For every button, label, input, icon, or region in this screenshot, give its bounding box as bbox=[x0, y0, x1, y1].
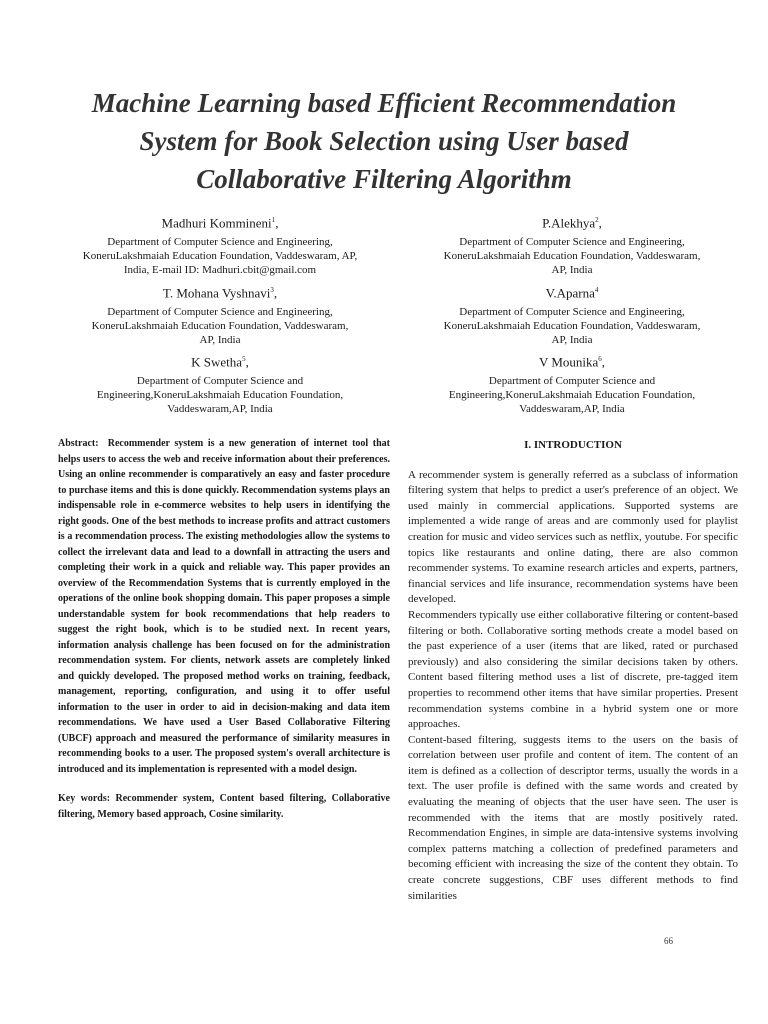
author-affiliation-line: AP, India bbox=[551, 264, 593, 277]
author-affiliation-line: Department of Computer Science and bbox=[136, 375, 304, 388]
paper-title bbox=[40, 84, 728, 198]
abstract-label: Abstract: bbox=[58, 438, 99, 449]
author-name: V Mounika$^6$, bbox=[538, 354, 606, 370]
author-affiliation-line: KoneruLakshmaiah Education Foundation, Vaddeswaram, AP, bbox=[82, 250, 358, 263]
author-name: P.Alekhya$^2$, bbox=[542, 215, 602, 231]
author-affiliation-line: Department of Computer Science and Engineering, bbox=[459, 306, 685, 319]
author-name: Madhuri Kommineni$^1$, bbox=[161, 215, 279, 231]
intro-paragraph: Recommenders typically use either collaborative filtering or content-based filtering or both. Collaborative sorting methods create a model based on the past experience of a user (items that are liked, rated or purchased previously) and also considering the similar decisions taken by others. Content based filtering method uses a list of discrete, pre-tagged item properties to recommend other items that have similar properties. Present recommendation systems combine in a hybrid system one or more approaches. bbox=[408, 608, 738, 731]
author-affiliation-line: KoneruLakshmaiah Education Foundation, Vaddeswaram, bbox=[443, 320, 701, 333]
keywords bbox=[58, 791, 390, 822]
author-affiliation-line: Engineering,KoneruLakshmaiah Education Foundation, bbox=[96, 389, 344, 402]
author-block bbox=[400, 351, 744, 416]
author-name: T. Mohana Vyshnavi$^3$, bbox=[162, 285, 278, 301]
author-name: K Swetha$^5$, bbox=[191, 354, 249, 370]
author-affiliation-line: AP, India bbox=[199, 334, 241, 347]
author-affiliation-line: Department of Computer Science and Engineering, bbox=[459, 236, 685, 249]
keywords-label: Key words: bbox=[58, 793, 111, 804]
abstract-column bbox=[58, 436, 390, 822]
author-affiliation-line: India, E-mail ID: Madhuri.cbit@gmail.com bbox=[123, 264, 317, 277]
author-affiliation-line: Department of Computer Science and Engineering, bbox=[107, 236, 333, 249]
introduction-column bbox=[408, 436, 738, 904]
author-affiliation-line: Engineering,KoneruLakshmaiah Education Foundation, bbox=[448, 389, 696, 402]
author-name: V.Aparna$^4$ bbox=[545, 285, 599, 301]
intro-paragraph: Content-based filtering, suggests items to the users on the basis of correlation between user profile and content of item. The content of an item is defined as a collection of descriptor terms, usually the words in a text. The user profile is defined with the same words and created by evaluating the meaning of objects that the user have seen. The user is recommended with the items that are mostly positively rated. Recommendation Engines, in simple are data-intensive systems involving complex patterns matching a collection of predefined parameters and becoming efficient with increasing the size of the content they obtain. To create concrete suggestions, CBF uses different methods to find similarities bbox=[408, 733, 738, 902]
author-block bbox=[40, 282, 400, 347]
page-number: 66 bbox=[664, 936, 673, 946]
keywords-text: Recommender system, Content based filtering, Collaborative filtering, Memory based approach, Cosine similarity. bbox=[58, 793, 390, 820]
author-affiliation-line: KoneruLakshmaiah Education Foundation, Vaddeswaram, bbox=[443, 250, 701, 263]
author-affiliation-line: Vaddeswaram,AP, India bbox=[167, 403, 273, 416]
abstract bbox=[58, 436, 390, 777]
author-block bbox=[400, 212, 744, 277]
title-line: System for Book Selection using User based bbox=[139, 126, 629, 156]
author-affiliation-line: AP, India bbox=[551, 334, 593, 347]
author-affiliation-line: Department of Computer Science and bbox=[488, 375, 656, 388]
author-block bbox=[400, 282, 744, 347]
intro-paragraph: A recommender system is generally referred as a subclass of information filtering system that helps to predict a user's preference of an object. We used mainly in commercial applications. Supported systems are implemented a wide range of areas and are commonly used for playlist creation for music and video services such as netflix, youtube. For specific topics like restaurants and online dating, there are also common recommender systems. To examine research articles and experts, partners, financial services and life insurance, recommendation systems have been developed. bbox=[408, 468, 738, 606]
title-line: Collaborative Filtering Algorithm bbox=[196, 164, 572, 194]
author-block bbox=[40, 212, 400, 277]
abstract-text: Recommender system is a new generation of internet tool that helps users to access the web and receive information about their preferences. Using an online recommender is comparatively an easy and faster procedure to purchase items and this is done quickly. Recommendation systems plays an indispensable role in e-commerce websites to help users in identifying the right goods. One of the best methods to increase profits and attract customers is a recommendation process. The existing methodologies allow the systems to collect the irrelevant data and lead to a downfall in attracting the users and completing their work in a quick and reliable way. This paper provides an overview of the Recommendation Systems that is currently employed in the operations of the online book shopping domain. This paper proposes a simple understandable system for book recommendations that help readers to suggest the right book, which is to be studied next. In recent years, information analysis challenge has been focused on for the administration recommendation system. For clients, network assets are completely linked and quickly developed. The proposed method works on training, feedback, management, reporting, configuration, and using it to offer useful information to the user in order to aid in decision-making and data item recommendations. We have used a User Based Collaborative Filtering (UBCF) approach and measured the performance of similarity measures in recommending books to a user. The proposed system's overall architecture is introduced and its implementation is represented with a model design. bbox=[58, 438, 391, 775]
section-heading: I. INTRODUCTION bbox=[524, 439, 622, 451]
title-line: Machine Learning based Efficient Recommendation bbox=[91, 88, 677, 118]
author-affiliation-line: Department of Computer Science and Engineering, bbox=[107, 306, 333, 319]
author-affiliation-line: KoneruLakshmaiah Education Foundation, Vaddeswaram, bbox=[91, 320, 349, 333]
author-affiliation-line: Vaddeswaram,AP, India bbox=[519, 403, 625, 416]
author-block bbox=[40, 351, 400, 416]
